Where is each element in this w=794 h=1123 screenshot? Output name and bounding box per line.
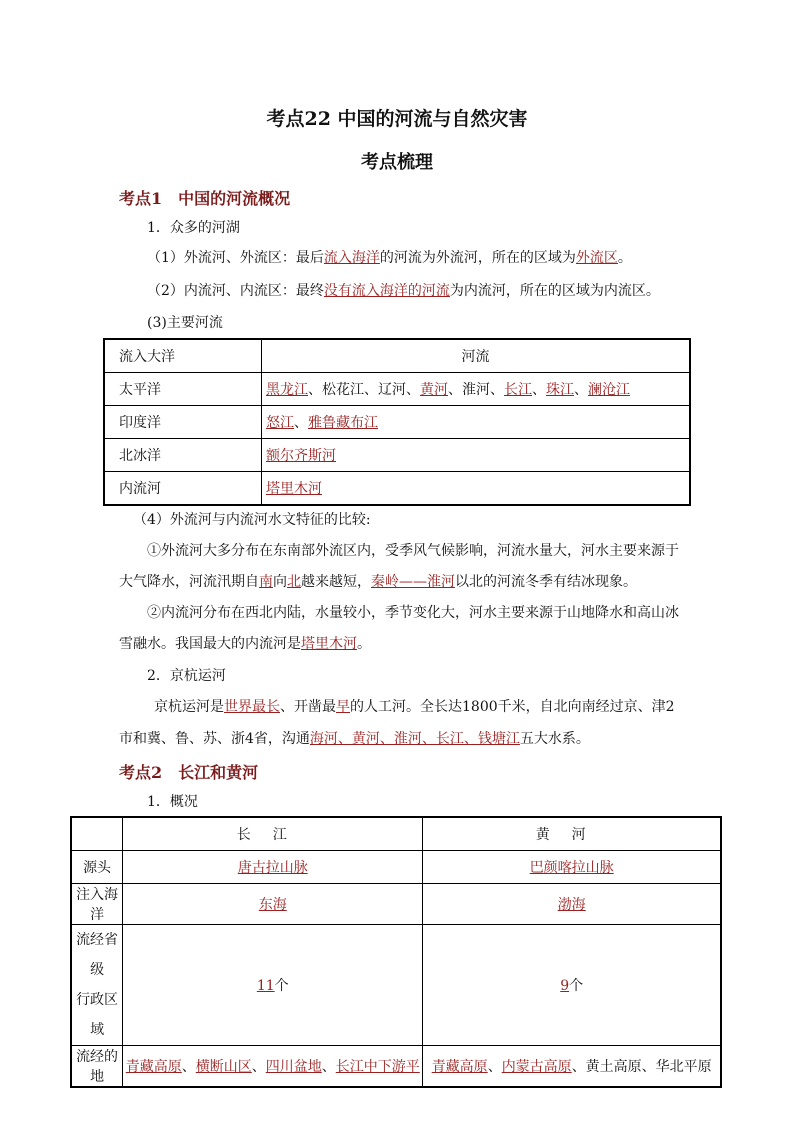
paragraph-outflow: （1）外流河、外流区：最后流入海洋的河流为外流河，所在的区域为外流区。 [147,250,632,266]
yangtze-yellow-table [70,816,722,1088]
ocean-cell: 北冰洋 [104,439,262,472]
header-ocean: 流入大洋 [104,339,262,373]
table-row [71,851,721,884]
page-title: 考点22 中国的河流与自然灾害 [266,108,528,130]
header-yangtze: 长江 [123,817,423,851]
item-2-heading: 2．京杭运河 [147,668,226,684]
table-row [104,472,690,506]
paragraph-outflow-features-2: 大气降水，河流汛期自南向北越来越短，秦岭——淮河以北的河流冬季有结冰现象。 [119,574,637,590]
paragraph-inflow-features-2: 雪融水。我国最大的内流河是塔里木河。 [119,636,371,652]
table-row [71,884,721,925]
rivers-cell: 额尔齐斯河 [262,439,691,472]
yellow-cell: 青藏高原、内蒙古高原、黄土高原、华北平原 [423,1046,721,1088]
table-header-row [104,339,690,373]
row-label: 源头 [71,851,123,884]
table-header-row [71,817,721,851]
table-row [104,373,690,406]
rivers-cell: 塔里木河 [262,472,691,506]
yellow-cell: 渤海 [423,884,721,925]
row-label: 注入海洋 [71,884,123,925]
section-1-heading: 考点1 中国的河流概况 [119,189,291,208]
main-rivers-table [103,338,691,506]
row-label: 流经省级 行政区域 [71,925,123,1046]
yangtze-cell: 11个 [123,925,423,1046]
header-rivers: 河流 [262,339,691,373]
ocean-cell: 太平洋 [104,373,262,406]
paragraph-inflow-features-1: ②内流河分布在西北内陆，水量较小，季节变化大，河水主要来源于山地降水和高山冰 [147,605,679,621]
table-row [104,406,690,439]
section-2-heading: 考点2 长江和黄河 [119,763,259,782]
paragraph-compare: （4）外流河与内流河水文特征的比较: [133,512,371,528]
yangtze-cell: 东海 [123,884,423,925]
item-1-heading: 1．众多的河湖 [147,220,240,236]
paragraph-canal-1: 京杭运河是世界最长、开凿最早的人工河。全长达1800千米，自北向南经过京、津2 [154,699,675,715]
rivers-cell: 怒江、雅鲁藏布江 [262,406,691,439]
table-row [104,439,690,472]
row-label: 流经的地 [71,1046,123,1088]
yellow-cell: 9个 [423,925,721,1046]
page-subtitle: 考点梳理 [361,152,433,173]
yangtze-cell: 青藏高原、横断山区、四川盆地、长江中下游平 [123,1046,423,1088]
ocean-cell: 内流河 [104,472,262,506]
table-row [71,925,721,1046]
ocean-cell: 印度洋 [104,406,262,439]
table-row [71,1046,721,1088]
paragraph-outflow-features-1: ①外流河大多分布在东南部外流区内，受季风气候影响，河流水量大，河水主要来源于 [147,543,679,559]
paragraph-main-rivers: (3)主要河流 [147,315,223,331]
paragraph-canal-2: 市和冀、鲁、苏、浙4省，沟通海河、黄河、淮河、长江、钱塘江五大水系。 [119,731,590,747]
yellow-cell: 巴颜喀拉山脉 [423,851,721,884]
paragraph-inflow: （2）内流河、内流区：最终没有流入海洋的河流为内流河，所在的区域为内流区。 [147,283,660,299]
header-empty [71,817,123,851]
yangtze-cell: 唐古拉山脉 [123,851,423,884]
header-yellow: 黄河 [423,817,721,851]
rivers-cell: 黑龙江、松花江、辽河、黄河、淮河、长江、珠江、澜沧江 [262,373,691,406]
item-overview-heading: 1．概况 [147,794,198,810]
